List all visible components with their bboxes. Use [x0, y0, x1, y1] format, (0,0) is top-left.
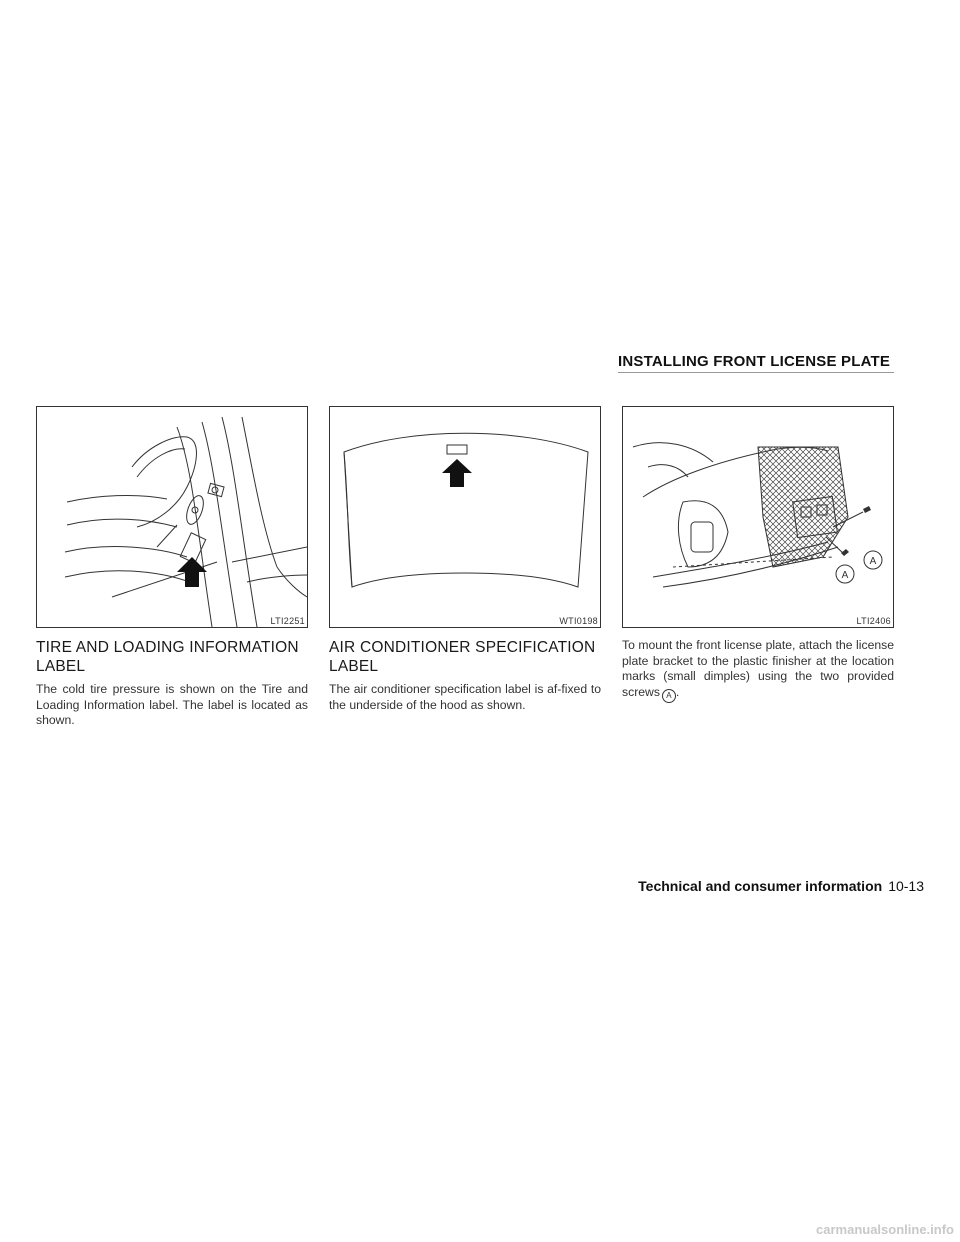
figure-code: LTI2251: [270, 616, 305, 626]
figure-code: LTI2406: [856, 616, 891, 626]
callout-a-icon: A: [662, 689, 676, 703]
section-title: INSTALLING FRONT LICENSE PLATE: [618, 353, 891, 370]
column-license-plate: [622, 406, 894, 703]
callout-label-a: A: [869, 556, 877, 567]
figure-ac-label: [329, 406, 601, 628]
front-bumper-illustration: [623, 407, 893, 627]
column-tire-label: [36, 406, 308, 729]
figure-code: WTI0198: [559, 616, 598, 626]
callout-label-a: A: [841, 570, 849, 581]
license-plate-body: To mount the front license plate, attach the license plate bracket to the plastic finisher at the location marks (small dimples) using the two provided screws A .: [622, 638, 894, 703]
column-ac-label: [329, 406, 601, 713]
tire-label-body: The cold tire pressure is shown on the Tire and Loading Information label. The label is located as shown.: [36, 682, 308, 727]
ac-label-body: The air conditioner specification label is af-fixed to the underside of the hood as shown.: [329, 682, 601, 712]
ac-label-heading: AIR CONDITIONER SPECIFICATION LABEL: [329, 639, 596, 675]
figure-tire-label: [36, 406, 308, 628]
page-number: 10-13: [888, 878, 924, 894]
section-rule: [618, 372, 894, 373]
page-footer: [638, 878, 924, 894]
tire-label-heading: TIRE AND LOADING INFORMATION LABEL: [36, 639, 299, 675]
footer-chapter: Technical and consumer information: [638, 878, 883, 894]
door-pillar-illustration: [37, 407, 307, 627]
hood-underside-illustration: [330, 407, 600, 627]
figure-license-plate: [622, 406, 894, 628]
watermark: carmanualsonline.info: [816, 1222, 954, 1237]
